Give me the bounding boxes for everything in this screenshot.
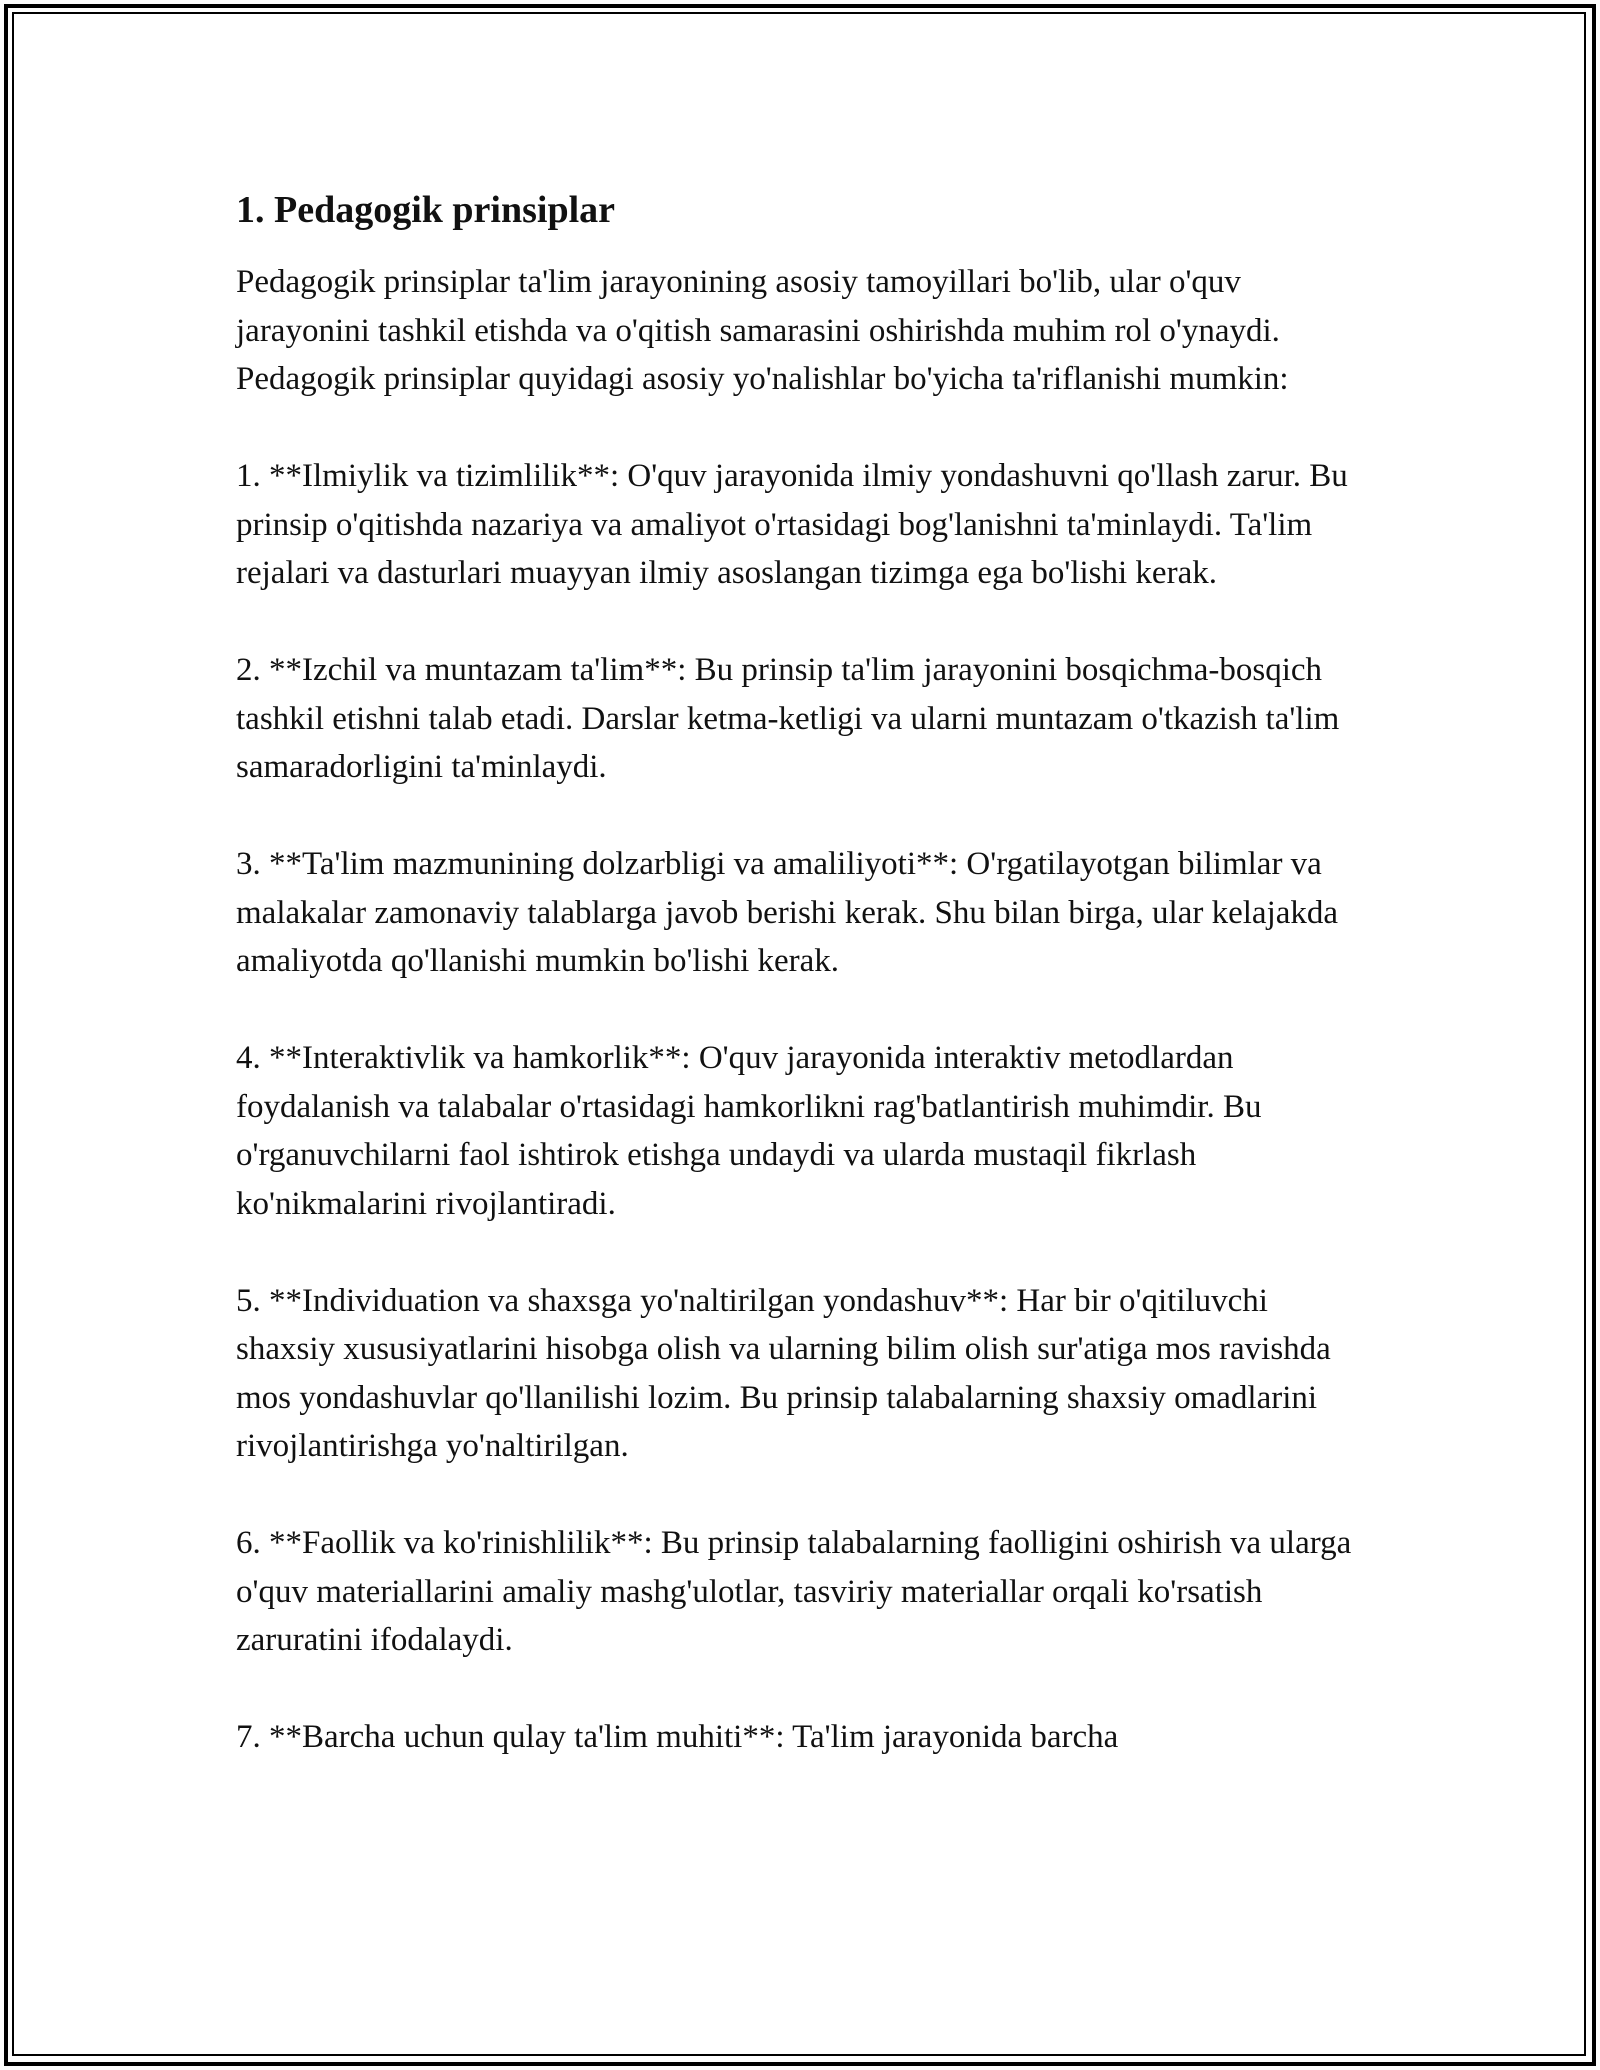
principle-3-paragraph: 3. **Ta'lim mazmunining dolzarbligi va amaliliyoti**: O'rgatilayotgan bilimlar va malakalar zamonaviy talablarga javob berishi kerak. Shu bilan birga, ular kelajakda amaliyotda qo'llanishi mumkin bo'lishi kerak.: [236, 846, 1339, 979]
principle-4-paragraph: 4. **Interaktivlik va hamkorlik**: O'quv jarayonida interaktiv metodlardan foydalanish va talabalar o'rtasidagi hamkorlikni rag'batlantirish muhimdir. Bu o'rganuvchilarni faol ishtirok etishga undaydi va ularda mustaqil fikrlash ko'nikmalarini rivojlantiradi.: [236, 1040, 1262, 1222]
principle-6-paragraph: 6. **Faollik va ko'rinishlilik**: Bu prinsip talabalarning faolligini oshirish va ularga o'quv materiallarini amaliy mashg'ulotlar, tasviriy materiallar orqali ko'rsatish zaruratini ifodalaydi.: [236, 1525, 1352, 1658]
document-body: [236, 186, 1366, 1762]
principle-1-paragraph: 1. **Ilmiylik va tizimlilik**: O'quv jarayonida ilmiy yondashuvni qo'llash zarur. Bu prinsip o'qitishda nazariya va amaliyot o'rtasidagi bog'lanishni ta'minlaydi. Ta'lim rejalari va dasturlari muayyan ilmiy asoslangan tizimga ega bo'lishi kerak.: [236, 458, 1348, 591]
principle-2-paragraph: 2. **Izchil va muntazam ta'lim**: Bu prinsip ta'lim jarayonini bosqichma-bosqich tashkil etishni talab etadi. Darslar ketma-ketligi va ularni muntazam o'tkazish ta'lim samaradorligini ta'minlaydi.: [236, 652, 1340, 785]
principle-5-paragraph: 5. **Individuation va shaxsga yo'naltirilgan yondashuv**: Har bir o'qitiluvchi shaxsiy xususiyatlarini hisobga olish va ularning bilim olish sur'atiga mos ravishda mos yondashuvlar qo'llanilishi lozim. Bu prinsip talabalarning shaxsiy omadlarini rivojlantirishga yo'naltirilgan.: [236, 1282, 1331, 1464]
principle-7-paragraph: 7. **Barcha uchun qulay ta'lim muhiti**: Ta'lim jarayonida barcha: [236, 1719, 1119, 1755]
intro-paragraph: Pedagogik prinsiplar ta'lim jarayonining asosiy tamoyillari bo'lib, ular o'quv jarayonini tashkil etishda va o'qitish samarasini oshirishda muhim rol o'ynaydi. Pedagogik prinsiplar quyidagi asosiy yo'nalishlar bo'yicha ta'riflanishi mumkin:: [236, 264, 1289, 397]
section-heading: 1. Pedagogik prinsiplar: [236, 189, 615, 231]
